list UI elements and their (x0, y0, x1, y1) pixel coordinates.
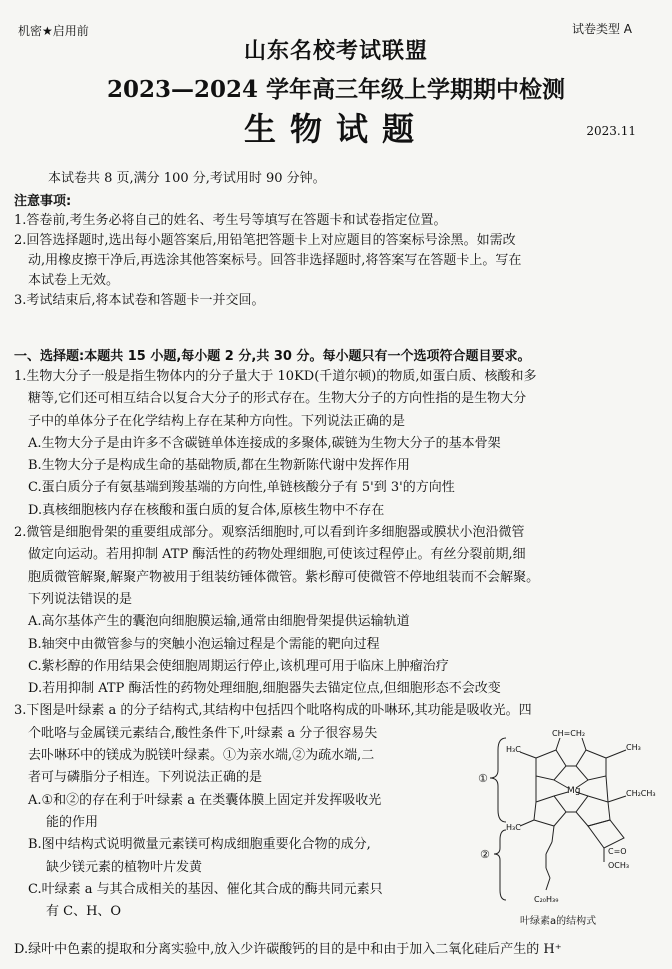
question-stem: 2.微管是细胞骨架的重要组成部分。观察活细胞时,可以看到许多细胞器或膜状小泡沿微管 (14, 525, 525, 541)
h3c-label: H₃C (506, 745, 521, 754)
intro-text: 本试卷共 8 页,满分 100 分,考试用时 90 分钟。 (48, 171, 326, 186)
bracket-1 (490, 738, 506, 822)
question-stem: 1.生物大分子一般是指生物体内的分子量大于 10KD(千道尔顿)的物质,如蛋白质、核酸和多 (14, 369, 537, 384)
notice-list (14, 211, 654, 311)
question-stem: 子中的单体分子在化学结构上存在某种方向性。下列说法正确的是 (28, 413, 406, 429)
notice-line: 1.答卷前,考生务必将自己的姓名、考生号等填写在答题卡和试卷指定位置。 (14, 213, 447, 228)
figure-caption: 叶绿素a的结构式 (520, 916, 597, 927)
carbonyl-label: C=O (608, 847, 627, 856)
subject-title: 生物试题 (243, 110, 428, 148)
option-c-cont: 有 C、H、O (46, 904, 122, 920)
ethyl-label: CH₂CH₃ (626, 789, 656, 798)
question-stem: 者可与磷脂分子相连。下列说法正确的是 (28, 770, 263, 786)
h3c-label-2: H₃C (506, 823, 521, 832)
question-stem: 糖等,它们还可相互结合以复合大分子的形式存在。生物大分子的方向性指的是生物大分 (28, 391, 527, 407)
notice-line: 2.回答选择题时,选出每小题答案后,用铅笔把答题卡上对应题目的答案标号涂黑。如需改 (14, 233, 516, 248)
question-stem: 去卟啉环中的镁成为脱镁叶绿素。①为亲水端,②为疏水端,二 (28, 748, 375, 764)
exam-date: 2023.11 (586, 124, 636, 138)
option-a: A.生物大分子是由许多不含碳链单体连接成的多聚体,碳链为生物大分子的基本骨架 (28, 435, 501, 451)
question-stem: 3.下图是叶绿素 a 的分子结构式,其结构中包括四个吡咯构成的卟啉环,其功能是吸收光。四 (14, 703, 532, 719)
pyrrole-ring (576, 750, 606, 780)
methoxy-label: OCH₃ (608, 861, 630, 870)
methyl-label: CH₃ (626, 743, 641, 752)
option-b-cont: 缺少镁元素的植物叶片发黄 (46, 859, 203, 875)
phytol-label: C₂₀H₃₉ (534, 895, 559, 904)
vinyl-label: CH=CH₂ (552, 730, 586, 738)
mg-label: Mg (567, 786, 581, 796)
question-stem: 下列说法错误的是 (28, 591, 133, 607)
notice-line: 动,用橡皮擦干净后,再选涂其他答案标号。回答非选择题时,将答案写在答题卡上。写在 (28, 253, 522, 268)
question-stem: 做定向运动。若用抑制 ATP 酶活性的药物处理细胞,可使该过程停止。有丝分裂前期,细 (28, 547, 526, 563)
notice-line: 本试卷上无效。 (28, 273, 120, 288)
section-title: 一、选择题:本题共 15 小题,每小题 2 分,共 30 分。每小题只有一个选项符合题目要求。 (14, 349, 531, 364)
option-d: D.真核细胞核内存在核酸和蛋白质的复合体,原核生物中不存在 (28, 502, 385, 518)
option-a: A.高尔基体产生的囊泡向细胞膜运输,通常由细胞骨架提供运输轨道 (28, 614, 410, 630)
cyclopentanone-ring (588, 820, 624, 848)
chlorophyll-figure (476, 730, 666, 910)
option-b: B.图中结构式说明微量元素镁可构成细胞重要化合物的成分, (28, 837, 371, 853)
bracket-2 (494, 830, 506, 900)
option-d: D.若用抑制 ATP 酶活性的药物处理细胞,细胞器失去锚定位点,但细胞形态不会改变 (28, 681, 501, 697)
question-stem: 胞质微管解聚,解聚产物被用于组装纺锤体微管。紫杉醇可使微管不停地组装而不会解聚。 (28, 569, 540, 585)
notice-line: 3.考试结束后,将本试卷和答题卡一并交回。 (14, 293, 265, 308)
paper-type: 试卷类型 A (571, 22, 632, 36)
pyrrole-ring (534, 796, 566, 826)
org-title: 山东名校考试联盟 (243, 38, 428, 64)
option-d: D.绿叶中色素的提取和分离实验中,放入少许碳酸钙的目的是中和由于加入二氧化硅后产生的 H⁺ (14, 942, 562, 957)
option-b: B.生物大分子是构成生命的基础物质,都在生物新陈代谢中发挥作用 (28, 458, 410, 474)
option-c: C.紫杉醇的作用结果会使细胞周期运行停止,该机理可用于临床上肿瘤治疗 (28, 658, 449, 674)
chlorophyll-structure (476, 730, 666, 910)
notice-title: 注意事项: (14, 194, 72, 209)
label-2: ② (480, 848, 490, 861)
exam-title: 2023—2024 学年高三年级上学期期中检测 (106, 76, 566, 103)
question-1 (14, 366, 664, 522)
option-c: C.蛋白质分子有氨基端到羧基端的方向性,单链核酸分子有 5'到 3'的方向性 (28, 480, 455, 496)
question-stem: 个吡咯与金属镁元素结合,酸性条件下,叶绿素 a 分子很容易失 (28, 725, 378, 741)
option-b: B.轴突中由微管参与的突触小泡运输过程是个需能的靶向过程 (28, 636, 380, 652)
confidential-mark: 机密★启用前 (18, 24, 89, 38)
label-1: ① (478, 772, 488, 785)
question-2 (14, 522, 664, 700)
pyrrole-ring (536, 750, 566, 780)
option-a: A.①和②的存在利于叶绿素 a 在类囊体膜上固定并发挥吸收光 (28, 792, 382, 808)
option-a-cont: 能的作用 (46, 814, 99, 830)
option-c: C.叶绿素 a 与其合成相关的基因、催化其合成的酶共同元素只 (28, 881, 383, 897)
